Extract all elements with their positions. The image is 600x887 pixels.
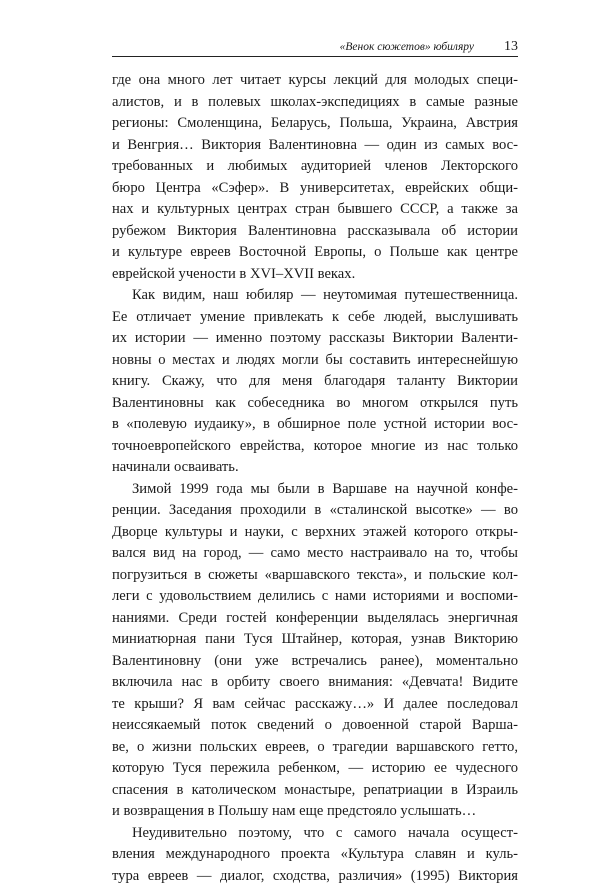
text-line: и возвращения в Польшу нам еще предстояло услышать… [112,801,518,823]
text-line: нах и культурных центрах стран бывшего СССР, а также за [112,199,518,221]
text-line: где она много лет читает курсы лекций для молодых специ- [112,70,518,92]
text-line: вления международного проекта «Культура славян и куль- [112,844,518,866]
text-line: требованных и любимых аудиторией членов Лекторского [112,156,518,178]
running-header [112,34,518,57]
text-line: вался вид на город, — само место настраивало на то, чтобы [112,543,518,565]
page-number: 13 [504,39,518,54]
text-line: и Венгрия… Виктория Валентиновна — один из самых вос- [112,135,518,157]
body-text [112,70,518,887]
text-line: Валентиновну (они уже встречались ранее), моментально [112,651,518,673]
text-line: тура евреев — диалог, сходства, различия» (1995) Виктория [112,866,518,887]
text-line: регионы: Смоленщина, Беларусь, Польша, Украина, Австрия [112,113,518,135]
text-line: их истории — именно поэтому рассказы Виктории Валенти- [112,328,518,350]
text-line: ве, о жизни польских евреев, о трагедии варшавского гетто, [112,737,518,759]
text-line: включила нас в орбиту своего внимания: «Девчата! Видите [112,672,518,694]
text-line: Дворце культуры и науки, с верхних этажей которого откры- [112,522,518,544]
text-line: Валентиновны как собеседника во многом открылся путь [112,393,518,415]
text-line: еврейской учености в XVI–XVII веках. [112,264,518,286]
text-line: алистов, и в полевых школах-экспедициях в самые разные [112,92,518,114]
text-line: неиссякаемый поток сведений о довоенной старой Варша- [112,715,518,737]
text-line: начинали осваивать. [112,457,518,479]
text-line: наниями. Среди гостей конференции выделялась энергичная [112,608,518,630]
paragraph-4 [112,823,518,887]
text-line: те крыши? Я вам сейчас расскажу…» И далее последовал [112,694,518,716]
text-line: миниатюрная пани Туся Штайнер, которая, узнав Викторию [112,629,518,651]
paragraph-1 [112,70,518,285]
text-line: точноевропейского еврейства, которое многие из нас только [112,436,518,458]
text-line: которую Туся пережила ребенком, — историю ее чудесного [112,758,518,780]
text-line: в «полевую иудаику», в обширное поле устной истории вос- [112,414,518,436]
text-line: спасения в католическом монастыре, репатриации в Израиль [112,780,518,802]
text-line: Зимой 1999 года мы были в Варшаве на научной конфе- [112,479,518,501]
text-line: бюро Центра «Сэфер». В университетах, еврейских общи- [112,178,518,200]
text-line: леги с удовольствием делились с нами историями и воспоми- [112,586,518,608]
text-line: рубежом Виктория Валентиновна рассказывала об истории [112,221,518,243]
text-line: новны о местах и людях могли бы составить интереснейшую [112,350,518,372]
text-line: Как видим, наш юбиляр — неутомимая путешественница. [112,285,518,307]
running-title: «Венок сюжетов» юбиляру [340,41,474,53]
text-line: книгу. Скажу, что для меня благодаря таланту Виктории [112,371,518,393]
text-line: и культуре евреев Восточной Европы, о Польше как центре [112,242,518,264]
paragraph-2 [112,285,518,479]
text-line: ренции. Заседания проходили в «сталинской высотке» — во [112,500,518,522]
paragraph-3 [112,479,518,823]
text-line: Неудивительно поэтому, что с самого начала осущест- [112,823,518,845]
text-line: Ее отличает умение привлекать к себе людей, выслушивать [112,307,518,329]
text-line: погрузиться в сюжеты «варшавского текста», и польские кол- [112,565,518,587]
